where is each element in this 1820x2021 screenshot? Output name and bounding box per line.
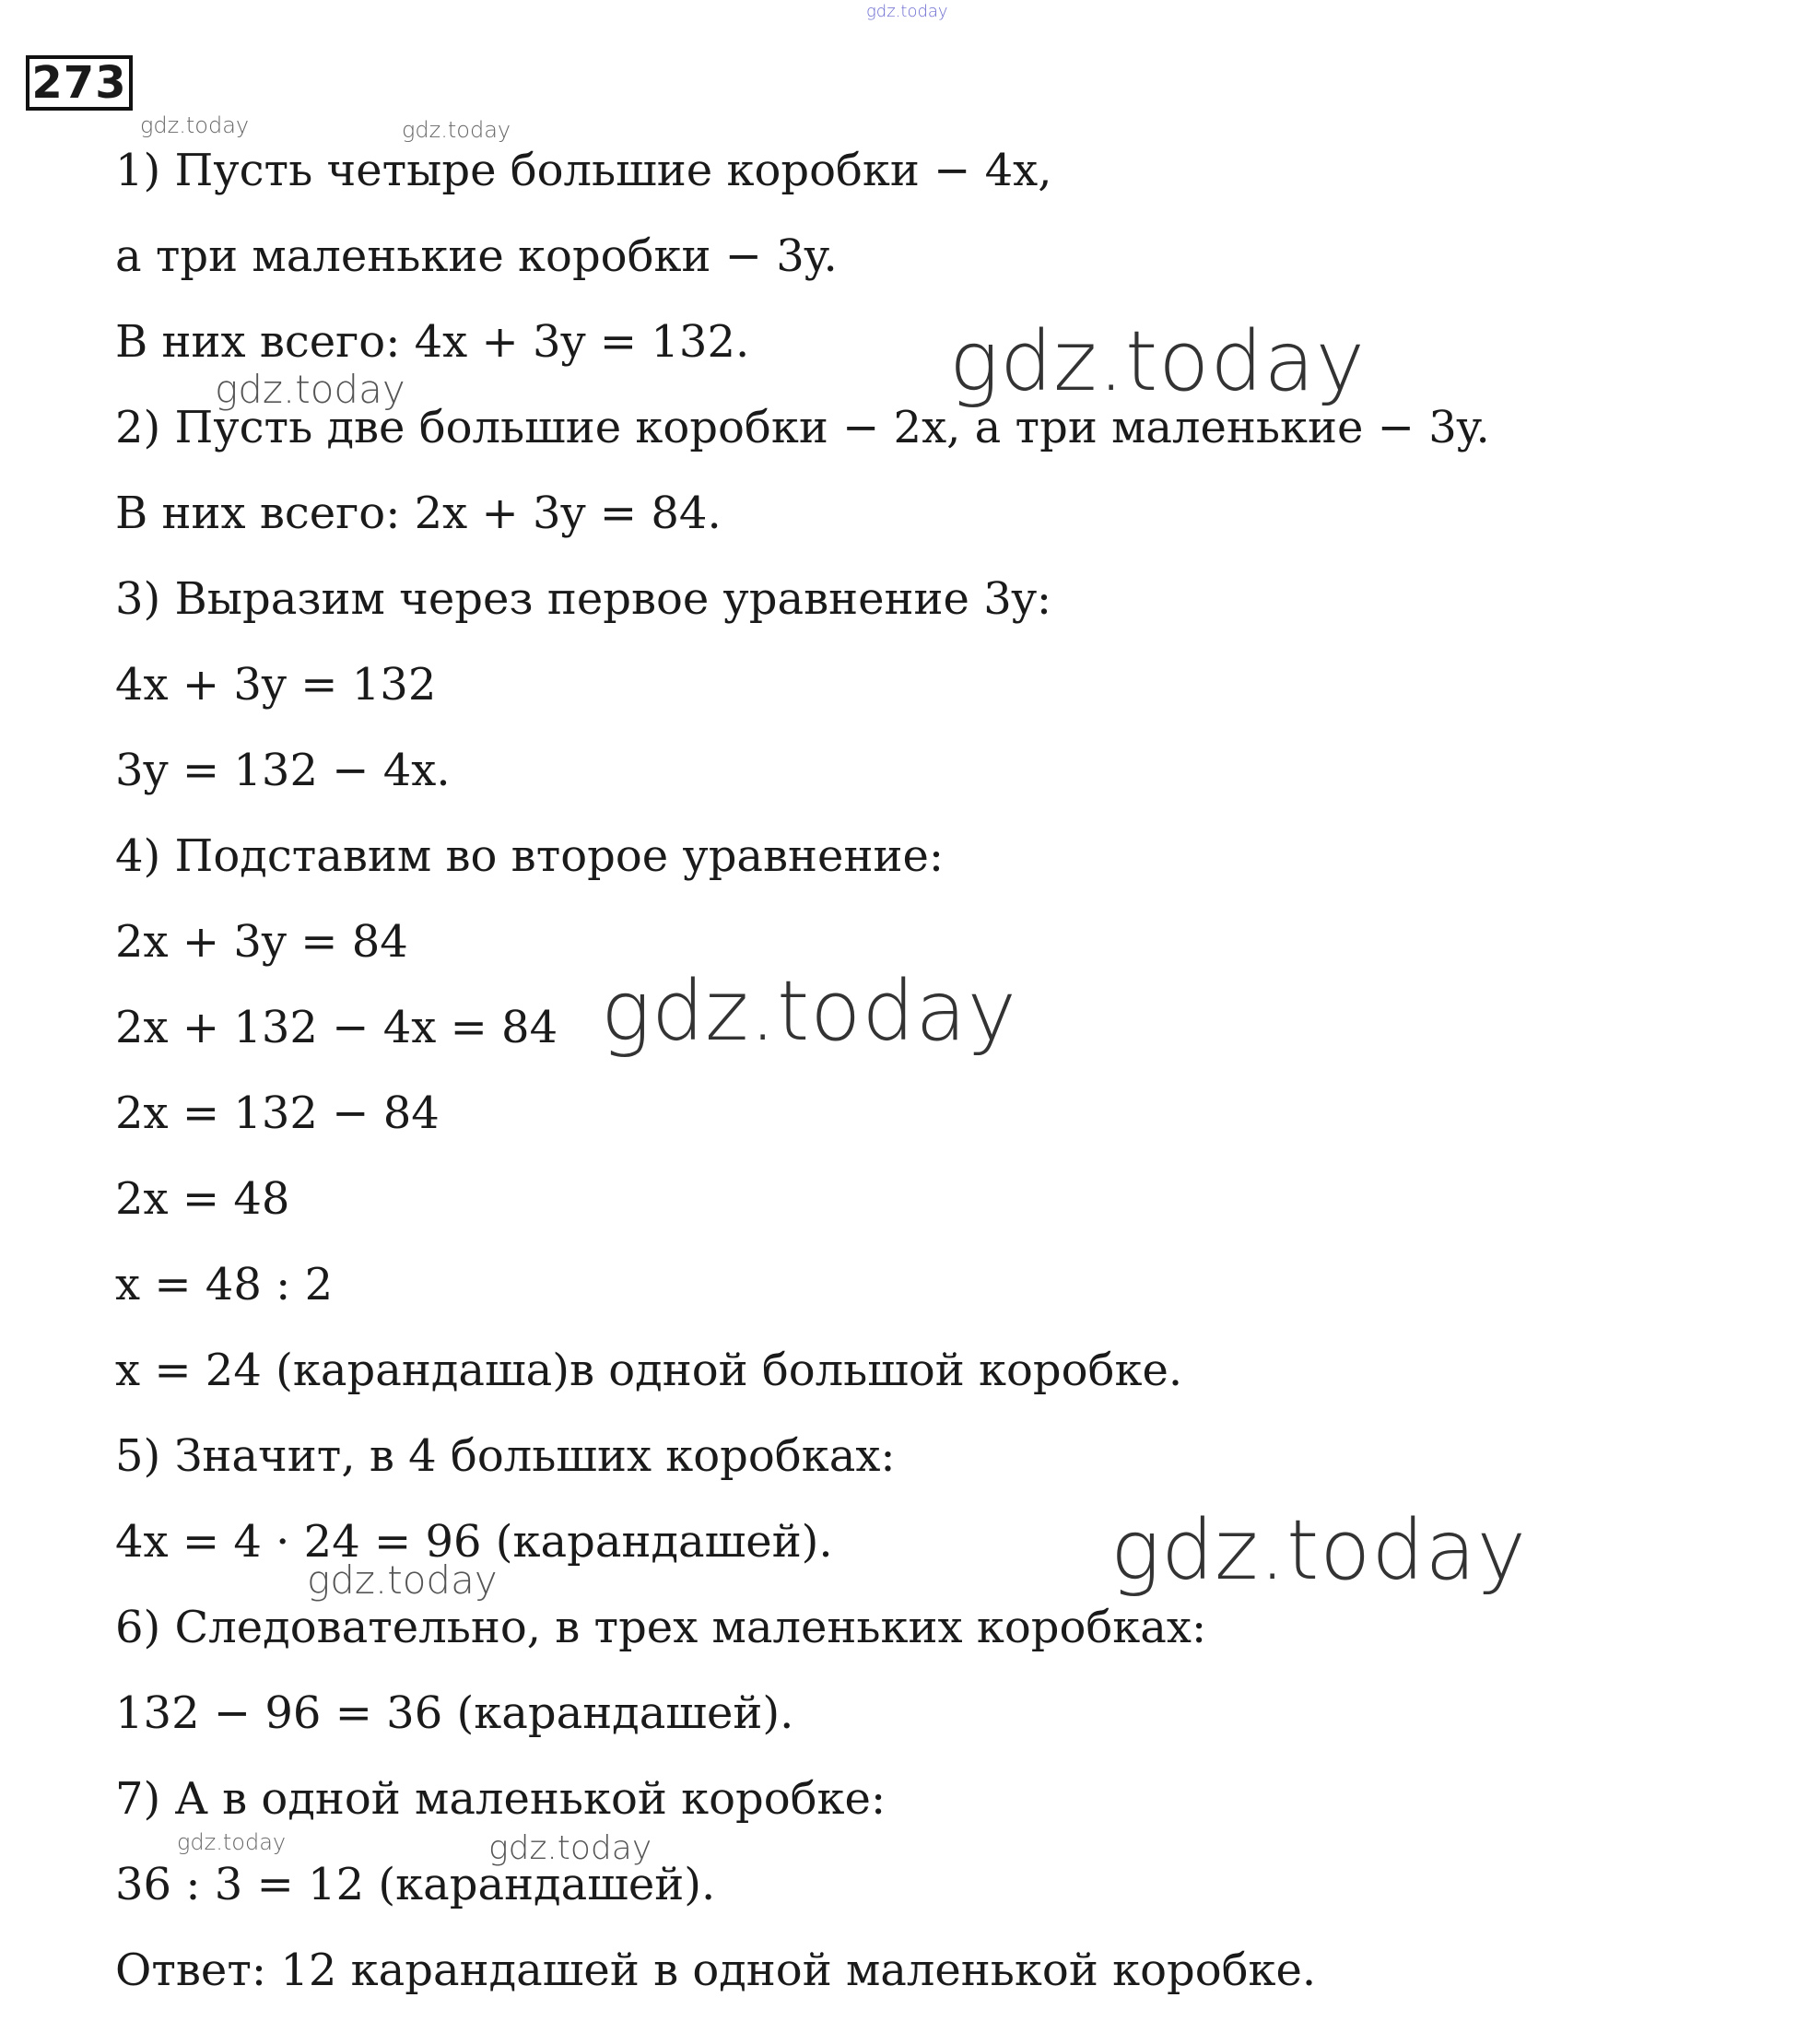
solution-line-7: 4x + 3y = 132 bbox=[115, 659, 437, 711]
solution-line-10: 2x + 3y = 84 bbox=[115, 916, 408, 968]
solution-line-9: 4) Подставим во второе уравнение: bbox=[115, 830, 945, 882]
solution-line-3: В них всего: 4x + 3y = 132. bbox=[115, 316, 750, 368]
solution-line-4: 2) Пусть две большие коробки − 2x, а три маленькие − 3y. bbox=[115, 402, 1490, 453]
answer-line: Ответ: 12 карандашей в одной маленькой коробке. bbox=[115, 1945, 1317, 1996]
solution-line-5: В них всего: 2x + 3y = 84. bbox=[115, 488, 722, 539]
watermark-large: gdz.today bbox=[1110, 1502, 1527, 1599]
solution-line-17: 4x = 4 · 24 = 96 (карандашей). bbox=[115, 1516, 833, 1568]
watermark-medium: gdz.today bbox=[488, 1829, 652, 1867]
solution-line-14: x = 48 : 2 bbox=[115, 1259, 334, 1310]
solution-line-6: 3) Выразим через первое уравнение 3y: bbox=[115, 573, 1052, 625]
solution-line-21: 36 : 3 = 12 (карандашей). bbox=[115, 1859, 716, 1910]
solution-line-15: x = 24 (карандаша)в одной большой коробке. bbox=[115, 1345, 1183, 1396]
watermark-medium: gdz.today bbox=[307, 1557, 498, 1603]
solution-line-2: а три маленькие коробки − 3y. bbox=[115, 230, 838, 282]
problem-number: 273 bbox=[26, 55, 133, 111]
solution-line-20: 7) А в одной маленькой коробке: bbox=[115, 1773, 887, 1825]
watermark-small: gdz.today bbox=[402, 117, 511, 143]
solution-line-12: 2x = 132 − 84 bbox=[115, 1087, 440, 1139]
watermark-large: gdz.today bbox=[601, 963, 1017, 1060]
solution-line-16: 5) Значит, в 4 больших коробках: bbox=[115, 1430, 896, 1482]
watermark-top: gdz.today bbox=[866, 2, 948, 21]
solution-line-11: 2x + 132 − 4x = 84 bbox=[115, 1002, 558, 1053]
watermark-medium: gdz.today bbox=[215, 367, 405, 412]
watermark-small: gdz.today bbox=[177, 1829, 287, 1855]
solution-line-13: 2x = 48 bbox=[115, 1173, 290, 1225]
solution-line-18: 6) Следовательно, в трех маленьких коробках: bbox=[115, 1602, 1207, 1653]
solution-line-1: 1) Пусть четыре большие коробки − 4x, bbox=[115, 145, 1052, 196]
watermark-small: gdz.today bbox=[140, 112, 250, 138]
solution-line-8: 3y = 132 − 4x. bbox=[115, 745, 451, 796]
watermark-large: gdz.today bbox=[949, 313, 1366, 410]
solution-line-19: 132 − 96 = 36 (карандашей). bbox=[115, 1687, 794, 1739]
